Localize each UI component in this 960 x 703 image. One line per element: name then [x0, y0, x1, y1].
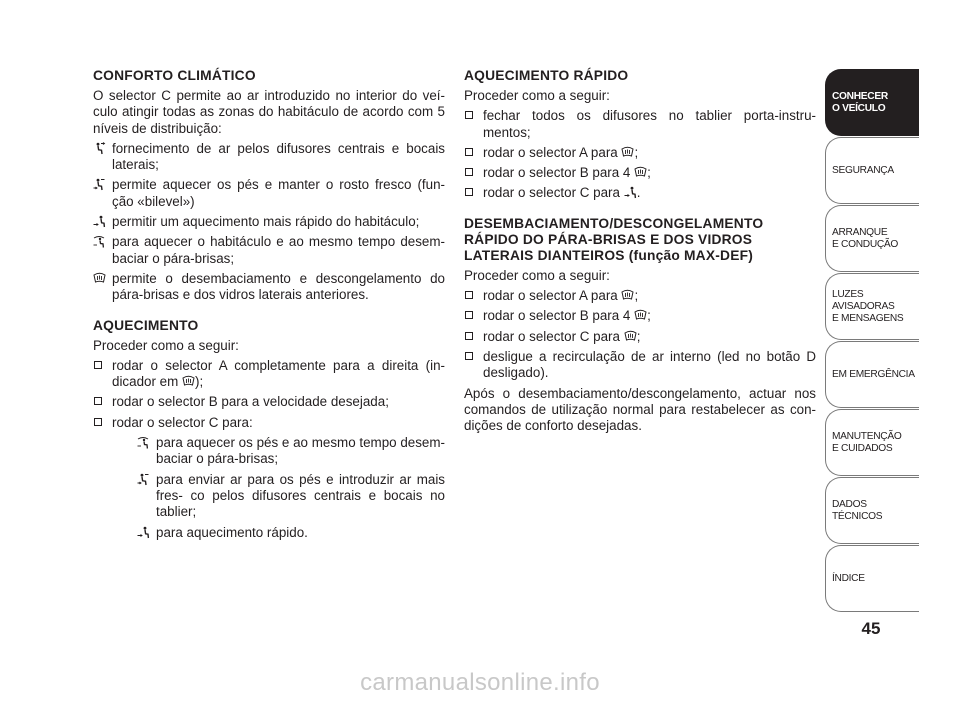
chapter-tab[interactable] — [825, 477, 919, 544]
bilevel-icon — [93, 178, 106, 191]
section-heading-heating: AQUECIMENTO — [93, 317, 199, 333]
list-item — [93, 214, 445, 230]
chapter-tab[interactable] — [825, 273, 919, 340]
checkbox-bullet-icon — [465, 291, 473, 299]
list-item — [93, 234, 445, 267]
proceed-text: Proceder como a seguir: — [464, 88, 610, 103]
max-def-steps-list — [464, 288, 816, 381]
list-item-suffix: . — [636, 185, 641, 201]
chapter-tab-label: MANUTENÇÃO E CUIDADOS — [832, 430, 902, 454]
chapter-tab-label: DADOS TÉCNICOS — [832, 498, 883, 522]
list-item — [464, 349, 816, 382]
chapter-tab-label: SEGURANÇA — [832, 164, 894, 176]
checkbox-bullet-icon — [465, 111, 473, 119]
feet-icon — [93, 215, 106, 228]
list-item-text: para aquecer o habitáculo e ao mesmo tempo desem- baciar o pára-brisas; — [112, 234, 445, 266]
windshield-defrost-icon — [624, 330, 637, 343]
list-item-text: rodar o selector C para — [483, 328, 620, 344]
list-item-text: fornecimento de ar pelos difusores centrais e bocais laterais; — [112, 140, 445, 173]
windshield-defrost-icon — [621, 289, 634, 302]
list-item — [93, 415, 445, 431]
chapter-tab-label: ÍNDICE — [832, 572, 865, 584]
windshield-defrost-icon — [182, 375, 195, 388]
list-item-suffix: ; — [647, 308, 651, 324]
list-item — [93, 271, 445, 304]
checkbox-bullet-icon — [94, 361, 102, 369]
bilevel-icon — [137, 473, 150, 486]
list-item — [464, 308, 816, 324]
chapter-tab[interactable] — [825, 545, 919, 612]
list-item-text: rodar o selector B para 4 — [483, 165, 631, 181]
intro-paragraph: O selector C permite ao ar introduzido no interior do veí- culo atingir todas as zonas do habitáculo de acordo com 5 níveis de distribuição: — [93, 88, 445, 136]
feet-defrost-icon — [93, 235, 106, 248]
list-item-text: rodar o selector C para — [483, 185, 620, 201]
list-item — [93, 141, 445, 174]
chapter-tab-label: EM EMERGÊNCIA — [832, 368, 915, 380]
chapter-tab-label: CONHECER O VEÍCULO — [832, 90, 888, 114]
checkbox-bullet-icon — [465, 168, 473, 176]
list-item — [115, 472, 445, 521]
list-item-text: permite aquecer os pés e manter o rosto fresco (fun- ção «bilevel») — [112, 177, 445, 209]
list-item-text: permite o desembaciamento e descongelamento do pára-brisas e dos vidros laterais anteriores. — [112, 270, 445, 303]
list-item-text: para aquecer os pés e ao mesmo tempo desem- baciar o pára-brisas; — [156, 435, 445, 467]
checkbox-bullet-icon — [465, 311, 473, 319]
right-column — [464, 68, 816, 438]
list-item — [93, 358, 445, 391]
section-heading-climate-comfort: CONFORTO CLIMÁTICO — [93, 68, 256, 83]
list-item-suffix: ; — [634, 144, 639, 160]
list-item — [464, 108, 816, 141]
list-item — [115, 525, 445, 541]
list-item-text: rodar o selector A completamente para a direita (in- dicador em — [112, 357, 445, 390]
windshield-defrost-icon — [634, 309, 647, 322]
list-item — [115, 435, 445, 468]
chapter-tab[interactable] — [825, 409, 919, 476]
checkbox-bullet-icon — [465, 148, 473, 156]
chapter-tab[interactable] — [825, 205, 919, 272]
list-item — [464, 288, 816, 304]
face-vent-icon — [93, 142, 106, 155]
proceed-text: Proceder como a seguir: — [93, 337, 239, 353]
distribution-modes-list — [93, 141, 445, 304]
page-number: 45 — [861, 619, 881, 638]
feet-icon — [624, 186, 637, 199]
list-item-text: rodar o selector B para a velocidade desejada; — [112, 394, 389, 410]
list-item-text: desligue a recirculação de ar interno (led no botão D desligado). — [483, 348, 816, 381]
list-item-text: permitir um aquecimento mais rápido do habitáculo; — [112, 214, 420, 230]
windshield-defrost-icon — [634, 166, 647, 179]
max-def-heading-text: DESEMBACIAMENTO/DESCONGELAMENTO RÁPIDO DO PÁRA-BRISAS E DOS VIDROS LATERAIS DIANTEIROS — [464, 215, 764, 263]
list-item-text: rodar o selector B para 4 — [483, 308, 631, 324]
list-item-suffix: ); — [194, 374, 204, 390]
chapter-tab[interactable] — [825, 69, 919, 136]
selector-c-options-list — [93, 435, 445, 541]
list-item-text: para aquecimento rápido. — [156, 524, 308, 540]
list-item-text: fechar todos os difusores no tablier porta-instru- mentos; — [483, 108, 816, 140]
list-item-suffix: ; — [636, 328, 641, 344]
list-item — [93, 177, 445, 210]
windshield-defrost-icon — [621, 146, 634, 159]
chapter-tabs — [825, 69, 919, 613]
chapter-tab-label: LUZES AVISADORAS E MENSAGENS — [832, 288, 904, 324]
heating-steps-list — [93, 358, 445, 431]
feet-defrost-icon — [137, 436, 150, 449]
feet-icon — [137, 526, 150, 539]
left-column — [93, 68, 445, 545]
checkbox-bullet-icon — [465, 188, 473, 196]
windshield-defrost-icon — [93, 272, 106, 285]
checkbox-bullet-icon — [465, 352, 473, 360]
list-item-text: rodar o selector A para — [483, 144, 618, 160]
list-item-text: para enviar ar para os pés e introduzir ar mais fres- co pelos difusores centrais e bocais no tablier; — [156, 471, 445, 520]
list-item — [93, 394, 445, 410]
section-heading-quick-heating: AQUECIMENTO RÁPIDO — [464, 68, 629, 83]
list-item-suffix: ; — [634, 288, 639, 304]
checkbox-bullet-icon — [465, 332, 473, 340]
checkbox-bullet-icon — [94, 418, 102, 426]
list-item-suffix: ; — [647, 165, 651, 181]
chapter-tab-label: ARRANQUE E CONDUÇÃO — [832, 226, 899, 250]
chapter-tab[interactable] — [825, 341, 919, 408]
list-item — [464, 329, 816, 345]
list-item — [464, 185, 816, 201]
chapter-tab[interactable] — [825, 137, 919, 204]
outro-paragraph: Após o desembaciamento/descongelamento, actuar nos comandos de utilização normal para restabelecer as con- dições de conforto desejadas. — [464, 385, 816, 434]
list-item — [464, 145, 816, 161]
max-def-heading-suffix: (função MAX-DEF) — [628, 247, 754, 263]
section-heading-max-def — [464, 216, 816, 264]
list-item-text: rodar o selector A para — [483, 288, 618, 304]
list-item-text: rodar o selector C para: — [112, 414, 253, 430]
list-item — [464, 165, 816, 181]
quick-heating-steps-list — [464, 108, 816, 201]
proceed-text: Proceder como a seguir: — [464, 267, 610, 283]
watermark: carmanualsonline.info — [360, 669, 600, 696]
checkbox-bullet-icon — [94, 397, 102, 405]
